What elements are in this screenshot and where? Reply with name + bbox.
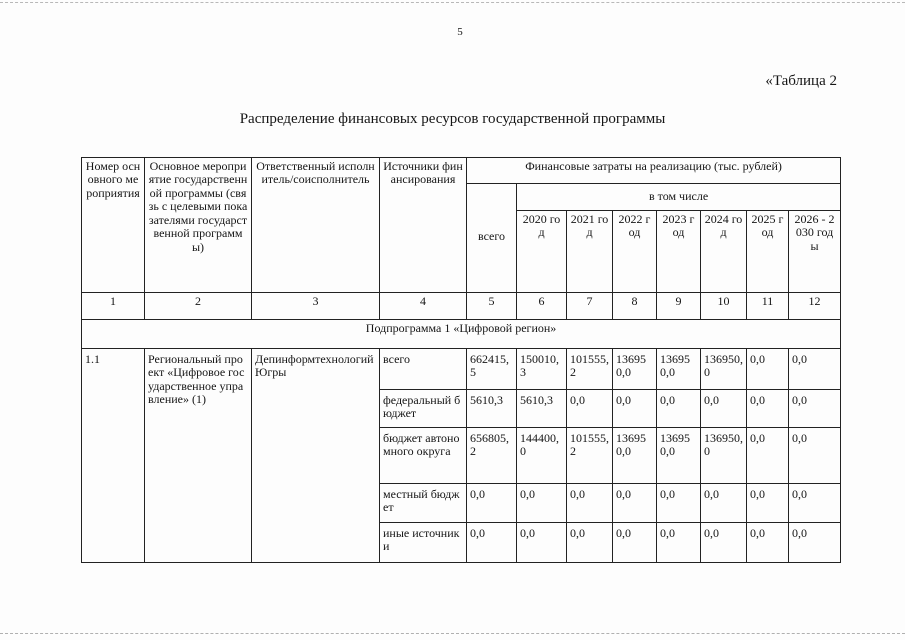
value-cell: 136950,0 <box>657 428 701 484</box>
column-number: 3 <box>252 293 380 320</box>
header-total-label: всего <box>477 229 506 244</box>
value-cell: 5610,3 <box>517 390 567 428</box>
source-cell: федеральный бюджет <box>380 390 467 428</box>
header-total <box>467 184 517 293</box>
table-caption: «Таблица 2 <box>765 73 837 89</box>
table-row <box>82 349 841 390</box>
value-cell: 0,0 <box>567 523 613 563</box>
header-year-2022: 2022 год <box>613 211 657 293</box>
value-cell: 662415,5 <box>467 349 517 390</box>
value-cell: 101555,2 <box>567 428 613 484</box>
value-cell: 0,0 <box>747 523 789 563</box>
column-number: 5 <box>467 293 517 320</box>
value-cell: 0,0 <box>567 390 613 428</box>
value-cell: 0,0 <box>789 484 841 523</box>
value-cell: 136950,0 <box>613 349 657 390</box>
header-number: Номер основного мероприятия <box>82 158 145 293</box>
header-year-2023: 2023 год <box>657 211 701 293</box>
value-cell: 0,0 <box>613 523 657 563</box>
value-cell: 0,0 <box>747 390 789 428</box>
header-year-2025: 2025 год <box>747 211 789 293</box>
header-year-2021: 2021 год <box>567 211 613 293</box>
header-financial-costs: Финансовые затраты на реализацию (тыс. рублей) <box>467 158 841 184</box>
value-cell: 0,0 <box>467 484 517 523</box>
value-cell: 144400,0 <box>517 428 567 484</box>
value-cell: 0,0 <box>789 523 841 563</box>
value-cell: 5610,3 <box>467 390 517 428</box>
value-cell: 0,0 <box>467 523 517 563</box>
value-cell: 0,0 <box>789 349 841 390</box>
header-year-2024: 2024 год <box>701 211 747 293</box>
value-cell: 0,0 <box>701 523 747 563</box>
column-number: 12 <box>789 293 841 320</box>
scan-edge-top <box>0 2 905 3</box>
page-number: 5 <box>457 26 463 38</box>
financial-resources-table <box>81 157 841 563</box>
value-cell: 0,0 <box>789 390 841 428</box>
header-executor: Ответственный исполнитель/соисполнитель <box>252 158 380 293</box>
activity-executor: Депинформтехнологий Югры <box>252 349 380 563</box>
subprogram-heading: Подпрограмма 1 «Цифровой регион» <box>82 320 841 349</box>
value-cell: 101555,2 <box>567 349 613 390</box>
value-cell: 0,0 <box>789 428 841 484</box>
column-number: 9 <box>657 293 701 320</box>
header-sources: Источники финансирования <box>380 158 467 293</box>
value-cell: 0,0 <box>613 484 657 523</box>
activity-number: 1.1 <box>82 349 145 563</box>
column-number: 4 <box>380 293 467 320</box>
header-including: в том числе <box>517 184 841 211</box>
value-cell: 136950,0 <box>701 428 747 484</box>
value-cell: 0,0 <box>657 523 701 563</box>
activity-name: Региональный проект «Цифровое государственное управление» (1) <box>145 349 252 563</box>
value-cell: 136950,0 <box>613 428 657 484</box>
value-cell: 0,0 <box>747 484 789 523</box>
column-number: 10 <box>701 293 747 320</box>
value-cell: 0,0 <box>517 523 567 563</box>
header-year-2020: 2020 год <box>517 211 567 293</box>
source-cell: иные источники <box>380 523 467 563</box>
value-cell: 0,0 <box>567 484 613 523</box>
value-cell: 136950,0 <box>657 349 701 390</box>
value-cell: 656805,2 <box>467 428 517 484</box>
column-number: 11 <box>747 293 789 320</box>
value-cell: 0,0 <box>657 484 701 523</box>
header-activity: Основное мероприятие государственной программы (связь с целевыми показателями государственной программы) <box>145 158 252 293</box>
column-number: 2 <box>145 293 252 320</box>
column-number: 1 <box>82 293 145 320</box>
column-number: 8 <box>613 293 657 320</box>
value-cell: 0,0 <box>747 428 789 484</box>
value-cell: 0,0 <box>613 390 657 428</box>
value-cell: 0,0 <box>657 390 701 428</box>
value-cell: 0,0 <box>747 349 789 390</box>
document-title: Распределение финансовых ресурсов государственной программы <box>239 111 666 127</box>
value-cell: 0,0 <box>701 484 747 523</box>
column-number: 6 <box>517 293 567 320</box>
column-number: 7 <box>567 293 613 320</box>
source-cell: всего <box>380 349 467 390</box>
source-cell: бюджет автономного округа <box>380 428 467 484</box>
value-cell: 136950,0 <box>701 349 747 390</box>
header-year-2026-2030: 2026 - 2030 годы <box>789 211 841 293</box>
value-cell: 0,0 <box>701 390 747 428</box>
scan-edge-bottom <box>0 633 905 634</box>
value-cell: 150010,3 <box>517 349 567 390</box>
value-cell: 0,0 <box>517 484 567 523</box>
source-cell: местный бюджет <box>380 484 467 523</box>
